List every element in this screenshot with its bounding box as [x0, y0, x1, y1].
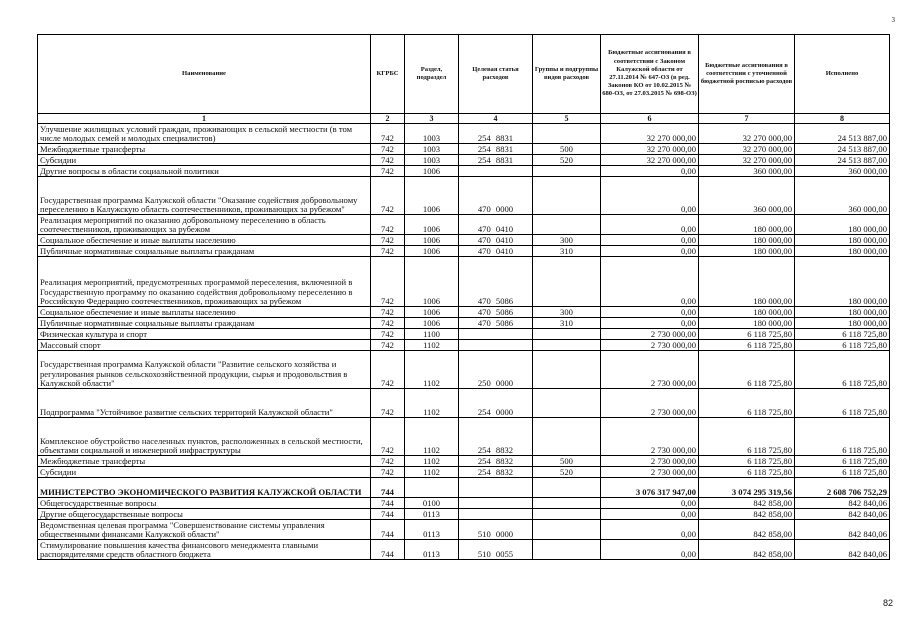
row-executed: 6 118 725,80 — [795, 389, 890, 418]
row-refined-allocation: 6 118 725,80 — [699, 418, 795, 456]
row-section: 0113 — [405, 540, 459, 560]
row-target: 254 0000 — [459, 389, 533, 418]
row-name: Общегосударственные вопросы — [38, 498, 371, 509]
row-refined-allocation: 32 270 000,00 — [699, 155, 795, 166]
row-target: 254 8832 — [459, 456, 533, 467]
row-refined-allocation: 6 118 725,80 — [699, 351, 795, 389]
row-section: 1102 — [405, 456, 459, 467]
row-kgrbs: 742 — [371, 351, 405, 389]
row-executed: 360 000,00 — [795, 166, 890, 177]
row-group — [533, 509, 601, 520]
row-target — [459, 340, 533, 351]
row-group — [533, 540, 601, 560]
row-target: 510 0000 — [459, 520, 533, 540]
row-group — [533, 177, 601, 215]
row-executed: 842 840,06 — [795, 498, 890, 509]
row-group: 520 — [533, 155, 601, 166]
column-number: 4 — [459, 114, 533, 124]
row-executed: 24 513 887,00 — [795, 144, 890, 155]
row-kgrbs: 742 — [371, 246, 405, 257]
row-group: 300 — [533, 307, 601, 318]
row-executed: 842 840,06 — [795, 520, 890, 540]
table-row — [38, 257, 890, 307]
header-row — [38, 35, 890, 114]
row-name: Субсидии — [38, 467, 371, 478]
row-refined-allocation: 32 270 000,00 — [699, 124, 795, 144]
row-target: 470 0410 — [459, 215, 533, 235]
row-executed: 842 840,06 — [795, 509, 890, 520]
row-group: 520 — [533, 467, 601, 478]
header-refined-allocation: Бюджетные ассигнования в соответствии с уточненной бюджетной росписью расходов — [699, 35, 795, 114]
row-group — [533, 329, 601, 340]
table-row — [38, 467, 890, 478]
row-section: 1102 — [405, 351, 459, 389]
row-law-allocation: 3 076 317 947,00 — [601, 478, 699, 498]
row-kgrbs: 742 — [371, 124, 405, 144]
row-section: 1102 — [405, 418, 459, 456]
row-section: 1006 — [405, 246, 459, 257]
row-name: Публичные нормативные социальные выплаты гражданам — [38, 246, 371, 257]
row-section: 0100 — [405, 498, 459, 509]
table-row — [38, 540, 890, 560]
table-row — [38, 418, 890, 456]
row-section: 1006 — [405, 257, 459, 307]
row-kgrbs: 742 — [371, 215, 405, 235]
row-executed: 6 118 725,80 — [795, 329, 890, 340]
row-section: 1003 — [405, 144, 459, 155]
row-group — [533, 478, 601, 498]
table-row — [38, 478, 890, 498]
row-kgrbs: 742 — [371, 467, 405, 478]
row-section: 1006 — [405, 307, 459, 318]
row-refined-allocation: 6 118 725,80 — [699, 467, 795, 478]
row-name: Публичные нормативные социальные выплаты гражданам — [38, 318, 371, 329]
table-row — [38, 155, 890, 166]
row-target — [459, 166, 533, 177]
row-kgrbs: 742 — [371, 389, 405, 418]
row-name: Комплексное обустройство населенных пунктов, расположенных в сельской местности, объектами социальной и инженерной инфраструктуры — [38, 418, 371, 456]
row-group — [533, 124, 601, 144]
row-section — [405, 478, 459, 498]
row-group — [533, 215, 601, 235]
row-section: 1006 — [405, 177, 459, 215]
row-name: Массовый спорт — [38, 340, 371, 351]
table-row — [38, 124, 890, 144]
row-kgrbs: 742 — [371, 329, 405, 340]
column-number: 6 — [601, 114, 699, 124]
row-name: Реализация мероприятий, предусмотренных программой переселения, включенной в Государственную программу по оказанию содействия добровольному переселению в Российскую Федерацию соотечественников, проживающих за рубежом — [38, 257, 371, 307]
row-section: 1100 — [405, 329, 459, 340]
column-number: 1 — [38, 114, 371, 124]
row-target: 254 8831 — [459, 124, 533, 144]
row-executed: 180 000,00 — [795, 246, 890, 257]
row-target: 470 0410 — [459, 235, 533, 246]
row-law-allocation: 32 270 000,00 — [601, 155, 699, 166]
row-group: 310 — [533, 318, 601, 329]
row-kgrbs: 742 — [371, 155, 405, 166]
row-law-allocation: 0,00 — [601, 215, 699, 235]
header-target: Целевая статья расходов — [459, 35, 533, 114]
row-law-allocation: 2 730 000,00 — [601, 418, 699, 456]
row-name: Государственная программа Калужской области "Развитие сельского хозяйства и регулирования рынков сельскохозяйственной продукции, сырья и продовольствия в Калужской области" — [38, 351, 371, 389]
row-target — [459, 329, 533, 340]
row-refined-allocation: 360 000,00 — [699, 166, 795, 177]
row-law-allocation: 32 270 000,00 — [601, 124, 699, 144]
table-row — [38, 498, 890, 509]
row-section: 1102 — [405, 340, 459, 351]
table-row — [38, 166, 890, 177]
row-refined-allocation: 180 000,00 — [699, 235, 795, 246]
row-name: Стимулирование повышения качества финансового менеджмента главными распорядителями средств областного бюджета — [38, 540, 371, 560]
column-number: 5 — [533, 114, 601, 124]
row-refined-allocation: 360 000,00 — [699, 177, 795, 215]
row-kgrbs: 742 — [371, 307, 405, 318]
column-number-row — [38, 114, 890, 124]
row-target — [459, 498, 533, 509]
row-kgrbs: 742 — [371, 340, 405, 351]
row-target: 250 0000 — [459, 351, 533, 389]
row-executed: 360 000,00 — [795, 177, 890, 215]
row-group — [533, 418, 601, 456]
corner-mark: 3 — [891, 16, 895, 24]
row-section: 1102 — [405, 467, 459, 478]
row-section: 1006 — [405, 235, 459, 246]
row-refined-allocation: 6 118 725,80 — [699, 340, 795, 351]
row-group — [533, 498, 601, 509]
row-refined-allocation: 180 000,00 — [699, 318, 795, 329]
row-law-allocation: 0,00 — [601, 246, 699, 257]
row-executed: 180 000,00 — [795, 307, 890, 318]
row-target: 254 8832 — [459, 467, 533, 478]
row-group: 500 — [533, 144, 601, 155]
row-executed: 2 608 706 752,29 — [795, 478, 890, 498]
row-law-allocation: 2 730 000,00 — [601, 389, 699, 418]
row-group: 300 — [533, 235, 601, 246]
row-name: Физическая культура и спорт — [38, 329, 371, 340]
row-target: 510 0055 — [459, 540, 533, 560]
row-group — [533, 257, 601, 307]
row-section: 1006 — [405, 215, 459, 235]
row-section: 1003 — [405, 124, 459, 144]
row-refined-allocation: 842 858,00 — [699, 509, 795, 520]
row-law-allocation: 0,00 — [601, 257, 699, 307]
row-kgrbs: 742 — [371, 318, 405, 329]
row-name: Межбюджетные трансферты — [38, 456, 371, 467]
row-refined-allocation: 6 118 725,80 — [699, 329, 795, 340]
row-kgrbs: 744 — [371, 478, 405, 498]
table-row — [38, 215, 890, 235]
row-kgrbs: 742 — [371, 456, 405, 467]
row-executed: 24 513 887,00 — [795, 155, 890, 166]
row-law-allocation: 0,00 — [601, 498, 699, 509]
row-section: 0113 — [405, 509, 459, 520]
row-executed: 24 513 887,00 — [795, 124, 890, 144]
row-refined-allocation: 32 270 000,00 — [699, 144, 795, 155]
budget-execution-table — [37, 34, 890, 560]
row-law-allocation: 2 730 000,00 — [601, 351, 699, 389]
header-section: Раздел, подраздел — [405, 35, 459, 114]
header-name: Наименование — [38, 35, 371, 114]
row-target: 470 5086 — [459, 318, 533, 329]
table-row — [38, 329, 890, 340]
table-row — [38, 318, 890, 329]
table-row — [38, 520, 890, 540]
column-number: 3 — [405, 114, 459, 124]
row-name: Государственная программа Калужской области "Оказание содействия добровольному переселению в Калужскую область соотечественников, проживающих за рубежом" — [38, 177, 371, 215]
row-executed: 6 118 725,80 — [795, 340, 890, 351]
row-executed: 180 000,00 — [795, 215, 890, 235]
row-executed: 6 118 725,80 — [795, 418, 890, 456]
row-name: Подпрограмма "Устойчивое развитие сельских территорий Калужской области" — [38, 389, 371, 418]
row-name: Реализация мероприятий по оказанию добровольному переселению в область соотечественников, проживающих за рубежом — [38, 215, 371, 235]
row-executed: 180 000,00 — [795, 235, 890, 246]
row-name: Межбюджетные трансферты — [38, 144, 371, 155]
table-row — [38, 351, 890, 389]
row-section: 1102 — [405, 389, 459, 418]
row-law-allocation: 2 730 000,00 — [601, 329, 699, 340]
row-group — [533, 389, 601, 418]
row-kgrbs: 744 — [371, 509, 405, 520]
row-target: 470 5086 — [459, 257, 533, 307]
row-kgrbs: 742 — [371, 177, 405, 215]
row-refined-allocation: 842 858,00 — [699, 540, 795, 560]
row-kgrbs: 744 — [371, 520, 405, 540]
row-refined-allocation: 180 000,00 — [699, 246, 795, 257]
table-row — [38, 144, 890, 155]
row-kgrbs: 742 — [371, 144, 405, 155]
row-target: 470 0410 — [459, 246, 533, 257]
row-target: 254 8831 — [459, 155, 533, 166]
table-row — [38, 307, 890, 318]
row-law-allocation: 0,00 — [601, 307, 699, 318]
page-number: 82 — [882, 598, 893, 608]
row-refined-allocation: 842 858,00 — [699, 498, 795, 509]
header-executed: Исполнено — [795, 35, 890, 114]
row-target: 254 8831 — [459, 144, 533, 155]
row-executed: 180 000,00 — [795, 318, 890, 329]
header-kgrbs: КГРБС — [371, 35, 405, 114]
row-group — [533, 166, 601, 177]
row-executed: 842 840,06 — [795, 540, 890, 560]
row-law-allocation: 0,00 — [601, 166, 699, 177]
table-row — [38, 340, 890, 351]
row-kgrbs: 744 — [371, 540, 405, 560]
table-row — [38, 509, 890, 520]
row-name: Другие общегосударственные вопросы — [38, 509, 371, 520]
row-section: 1003 — [405, 155, 459, 166]
row-refined-allocation: 3 074 295 319,56 — [699, 478, 795, 498]
row-refined-allocation: 180 000,00 — [699, 307, 795, 318]
row-name: Улучшение жилищных условий граждан, проживающих в сельской местности (в том числе молодых семей и молодых специалистов) — [38, 124, 371, 144]
row-kgrbs: 742 — [371, 257, 405, 307]
row-law-allocation: 32 270 000,00 — [601, 144, 699, 155]
table-row — [38, 389, 890, 418]
row-law-allocation: 0,00 — [601, 540, 699, 560]
row-executed: 6 118 725,80 — [795, 467, 890, 478]
table-row — [38, 456, 890, 467]
column-number: 8 — [795, 114, 890, 124]
row-law-allocation: 0,00 — [601, 177, 699, 215]
row-group — [533, 520, 601, 540]
row-kgrbs: 744 — [371, 498, 405, 509]
row-name: Субсидии — [38, 155, 371, 166]
row-law-allocation: 0,00 — [601, 520, 699, 540]
row-group: 310 — [533, 246, 601, 257]
table-row — [38, 246, 890, 257]
row-name: Ведомственная целевая программа "Совершенствование системы управления общественными финансами Калужской области" — [38, 520, 371, 540]
row-kgrbs: 742 — [371, 235, 405, 246]
row-law-allocation: 2 730 000,00 — [601, 456, 699, 467]
row-group: 500 — [533, 456, 601, 467]
table-row — [38, 177, 890, 215]
column-number: 7 — [699, 114, 795, 124]
header-law-allocation: Бюджетные ассигнования в соответствии с Законом Калужской области от 27.11.2014 № 647-ОЗ (в ред. Законов КО от 10.02.2015 № 680-ОЗ, от 27.03.2015 № 698-ОЗ) — [601, 35, 699, 114]
row-executed: 180 000,00 — [795, 257, 890, 307]
row-refined-allocation: 6 118 725,80 — [699, 456, 795, 467]
row-name: Другие вопросы в области социальной политики — [38, 166, 371, 177]
row-law-allocation: 2 730 000,00 — [601, 340, 699, 351]
row-law-allocation: 0,00 — [601, 318, 699, 329]
row-law-allocation: 0,00 — [601, 235, 699, 246]
row-target: 254 8832 — [459, 418, 533, 456]
row-group — [533, 340, 601, 351]
row-kgrbs: 742 — [371, 166, 405, 177]
row-target: 470 0000 — [459, 177, 533, 215]
row-target — [459, 478, 533, 498]
row-name: МИНИСТЕРСТВО ЭКОНОМИЧЕСКОГО РАЗВИТИЯ КАЛУЖСКОЙ ОБЛАСТИ — [38, 478, 371, 498]
row-law-allocation: 0,00 — [601, 509, 699, 520]
row-executed: 6 118 725,80 — [795, 351, 890, 389]
row-refined-allocation: 6 118 725,80 — [699, 389, 795, 418]
row-refined-allocation: 842 858,00 — [699, 520, 795, 540]
row-target — [459, 509, 533, 520]
row-section: 1006 — [405, 166, 459, 177]
row-name: Социальное обеспечение и иные выплаты населению — [38, 307, 371, 318]
row-name: Социальное обеспечение и иные выплаты населению — [38, 235, 371, 246]
table-row — [38, 235, 890, 246]
row-section: 0113 — [405, 520, 459, 540]
header-group: Группы и подгруппы видов расходов — [533, 35, 601, 114]
column-number: 2 — [371, 114, 405, 124]
row-group — [533, 351, 601, 389]
row-kgrbs: 742 — [371, 418, 405, 456]
row-target: 470 5086 — [459, 307, 533, 318]
row-section: 1006 — [405, 318, 459, 329]
row-refined-allocation: 180 000,00 — [699, 215, 795, 235]
row-law-allocation: 2 730 000,00 — [601, 467, 699, 478]
row-refined-allocation: 180 000,00 — [699, 257, 795, 307]
row-executed: 6 118 725,80 — [795, 456, 890, 467]
